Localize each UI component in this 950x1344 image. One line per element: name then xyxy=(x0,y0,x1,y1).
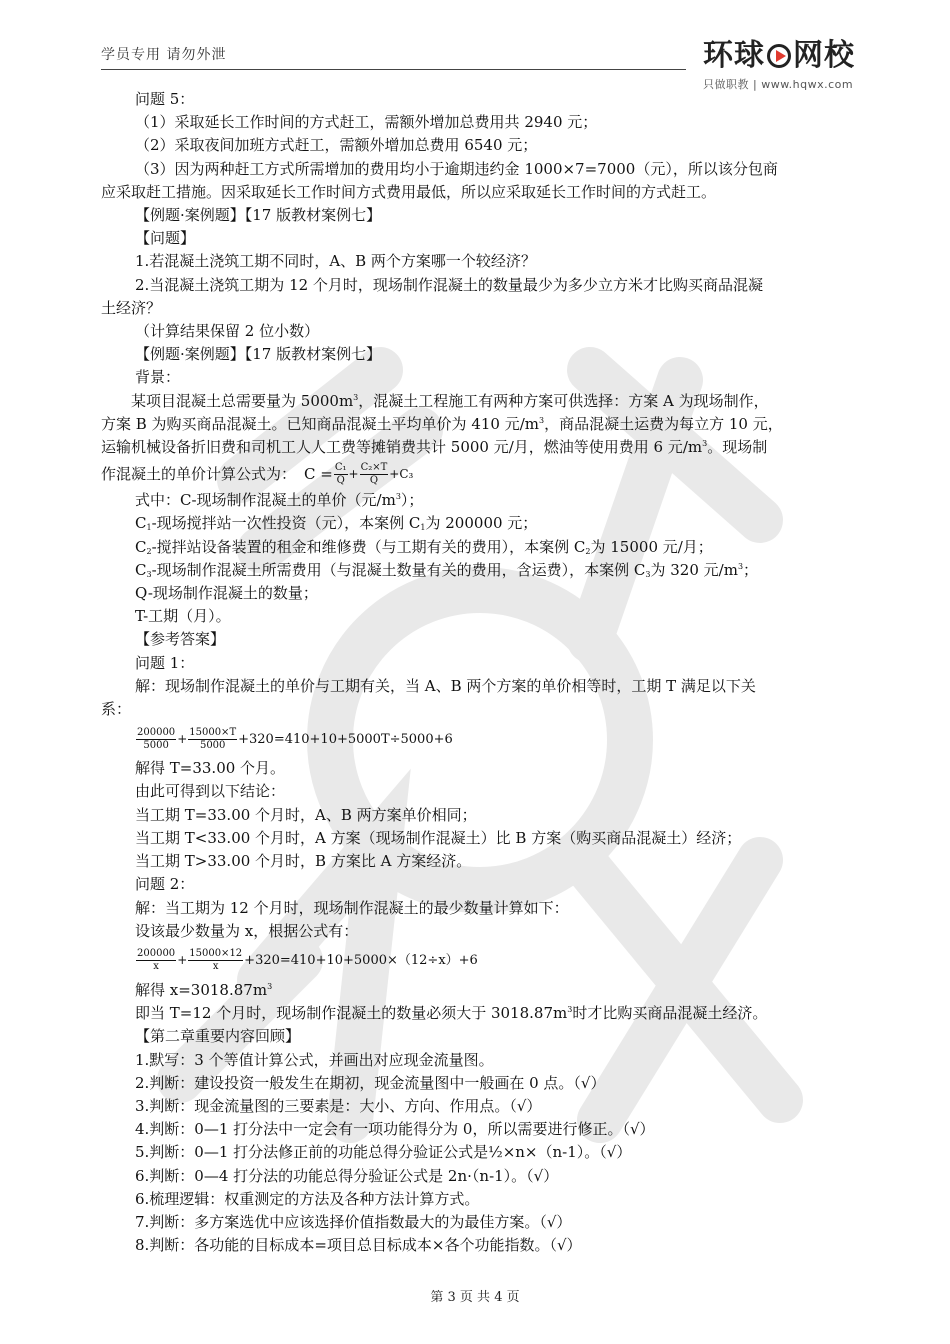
text-line: 8.判断：各功能的目标成本=项目总目标成本×各个功能指数。（√） xyxy=(135,1236,582,1255)
header-label: 学员专用 请勿外泄 xyxy=(101,47,227,63)
text-line: 6.判断：0—4 打分法的功能总得分验证公式是 2n·（n-1）。（√） xyxy=(135,1166,559,1185)
text-line: 6.梳理逻辑：权重测定的方法及各种方法计算方式。 xyxy=(135,1189,480,1208)
text-line: 3.判断：现金流量图的三要素是：大小、方向、作用点。（√） xyxy=(135,1096,542,1115)
text-line: 系： xyxy=(101,700,132,719)
page-number: 第 3 页 共 4 页 xyxy=(430,1290,520,1305)
text-line: 解：当工期为 12 个月时，现场制作混凝土的最少数量计算如下： xyxy=(135,898,569,917)
text-line: （2）采取夜间加班方式赶工，需额外增加总费用 6540 元； xyxy=(135,136,538,155)
text-line: 土经济？ xyxy=(101,298,162,317)
text-line: （3）因为两种赶工方式所需增加的费用均小于逾期违约金 1000×7=7000（元），所以该分包商 xyxy=(135,159,778,178)
section-heading: 【例题·案例题】【17 版教材案例七】 xyxy=(135,345,382,364)
text-line: 5.判断：0—1 打分法修正前的功能总得分验证公式是½×n×（n-1）。（√） xyxy=(135,1143,632,1162)
formula-line: 作混凝土的单价计算公式为： C = $\frac{\text{C₁}}{Q}$ + $\frac{\text{C₂×T}}{Q}$ +C₃ xyxy=(101,461,414,486)
text-line: 问题 2： xyxy=(135,875,195,894)
text-line: 当工期 T=33.00 个月时，A、B 两方案单价相同； xyxy=(135,805,477,824)
formula-line: $\frac{200000}{5000}$ + $\frac{15000\times T}{5000}$ +320=410+10+5000T÷5000+6 xyxy=(137,726,453,751)
section-heading: 【第二章重要内容回顾】 xyxy=(135,1027,301,1046)
text-line: 设该最少数量为 x，根据公式有： xyxy=(135,921,359,940)
text-line: 由此可得到以下结论： xyxy=(135,782,286,801)
fraction: $\frac{\text{C₂×T}}{Q}$ xyxy=(360,461,388,486)
text-line: $C_2-$搅拌站设备装置的租金和维修费（与工期有关的费用），本案例 $C_2$为 15000 元/月； xyxy=(135,537,713,556)
text-line: （1）采取延长工作时间的方式赶工，需额外增加总费用共 2940 元； xyxy=(135,113,598,132)
text-line: T-工期（月）。 xyxy=(135,607,231,626)
section-heading: 【问题】 xyxy=(135,229,196,248)
text-line: 解得 T=33.00 个月。 xyxy=(135,759,286,778)
text-line: 1.默写：3 个等值计算公式，并画出对应现金流量图。 xyxy=(135,1050,494,1069)
text-line: 解：现场制作混凝土的单价与工期有关，当 A、B 两个方案的单价相等时，工期 T 满足以下关 xyxy=(135,676,756,695)
formula-line: $\frac{200000}{x}$ + $\frac{15000\times 12}{x}$ +320=410+10+5000×（12÷x）+6 xyxy=(137,948,478,973)
text-line: 1.若混凝土浇筑工期不同时，A、B 两个方案哪一个较经济？ xyxy=(135,252,536,271)
text-line: 2.判断：建设投资一般发生在期初，现金流量图中一般画在 0 点。（√） xyxy=(135,1073,606,1092)
text-line: 式中：C-现场制作混凝土的单价（元$/m^3$）； xyxy=(135,491,424,510)
text-line: 2.当混凝土浇筑工期为 12 个月时，现场制作混凝土的数量最少为多少立方米才比购买商品混凝 xyxy=(135,275,763,294)
play-icon xyxy=(767,44,791,68)
text-line: 问题 1： xyxy=(135,653,195,672)
logo-text-part2: 网校 xyxy=(793,38,855,73)
logo-tagline: 只做职教 | www.hqwx.com xyxy=(703,78,854,91)
fraction: $\frac{200000}{5000}$ xyxy=(137,726,176,751)
section-heading: 【参考答案】 xyxy=(135,630,226,649)
text-line: 方案 B 为购买商品混凝土。已知商品混凝土平均单价为 410 元$/m^3$，商品混凝土运费为每立方 10 元， xyxy=(101,414,783,433)
section-heading: 【例题·案例题】【17 版教材案例七】 xyxy=(135,206,382,225)
document-body xyxy=(101,88,861,1257)
text-line: 即当 T=12 个月时，现场制作混凝土的数量必须大于 $3018.87m^3$时才比购买商品混凝土经济。 xyxy=(135,1004,768,1023)
text-line: $C_3-$现场制作混凝土所需费用（与混凝土数量有关的费用，含运费），本案例 $C_3$为 320 元$/m^3$； xyxy=(135,560,759,579)
text-line: 问题 5： xyxy=(135,90,195,108)
text-line: 4.判断：0—1 打分法中一定会有一项功能得分为 0，所以需要进行修正。（√） xyxy=(135,1120,655,1139)
logo-text-part1: 环球 xyxy=(703,38,765,73)
text-line: Q-现场制作混凝土的数量； xyxy=(135,584,318,603)
text-line: 当工期 T<33.00 个月时，A 方案（现场制作混凝土）比 B 方案（购买商品混凝土）经济； xyxy=(135,828,742,847)
header-divider xyxy=(101,69,686,70)
text-line: 运输机械设备折旧费和司机工人人工费等摊销费共计 5000 元/月，燃油等使用费用 6 元$/m^3$。现场制 xyxy=(101,438,768,457)
fraction: $\frac{15000\times T}{5000}$ xyxy=(189,726,237,751)
fraction: $\frac{\text{C₁}}{Q}$ xyxy=(334,461,347,486)
text-line: 背景： xyxy=(135,368,181,387)
text-line: 应采取赶工措施。因采取延长工作时间方式费用最低，所以应采取延长工作时间的方式赶工。 xyxy=(101,182,717,201)
text-line: $C_1-$现场搅拌站一次性投资（元），本案例 $C_1$为 200000 元； xyxy=(135,514,538,533)
text-line: 某项目混凝土总需要量为 $5000m^3$，混凝土工程施工有两种方案可供选择：方案 A 为现场制作， xyxy=(131,391,769,410)
text-line: 当工期 T>33.00 个月时，B 方案比 A 方案经济。 xyxy=(135,852,472,871)
fraction: $\frac{15000\times 12}{x}$ xyxy=(189,948,243,973)
text-line: 解得 $x=3018.87m^3$ xyxy=(135,980,273,999)
text-line: （计算结果保留 2 位小数） xyxy=(135,322,320,341)
text-line: 7.判断：多方案选优中应该选择价值指数最大的为最佳方案。（√） xyxy=(135,1212,572,1231)
fraction: $\frac{200000}{x}$ xyxy=(137,948,176,973)
